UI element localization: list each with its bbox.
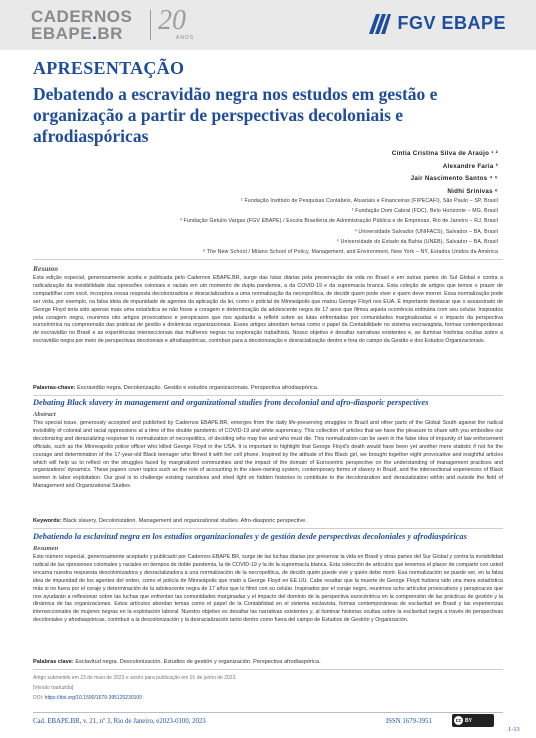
doi-label: DOI:: [33, 695, 44, 701]
journal-name-line1: CADERNOS: [31, 7, 133, 26]
keywords-value: Escravidão negra. Decolonização. Gestão e estudos organizacionais. Perspectiva afrodiaspórica.: [77, 385, 319, 391]
resumo-text: Esta edição especial, generosamente aceita e publicada pelo Cadernos EBAPE.BR, surge das lutas diárias pela preservação da vida no Brasil e em outras partes do Sul Global e contra a radicalização da invisibilidade das opressões coloniais e raciais em um momento de dupla pandemia, a da COVID-19 e da supremacia branca. Esta coleção de artigos que temos o prazer de compartilhar com você, incorpora nossa resposta decolonizadora e desracializadora a uma normalização da necropolítica, de decidir quem pode viver e quem deve morrer. Essa normalização pode ser vista, por exemplo, na falsa ideia de impunidade de agentes da aplicação da lei, como o policial de Minneápolis que matou George Floyd nos EUA. É importante destacar que o assassinato de George Floyd teria sido apenas mais uma estatística se não fosse a coragem e determinação da adolescente negra de 17 anos que filmou aquela ocorrência ordinária com seu celular. Inspirados pela coragem negra, reunimos oito artigos provocativos e perspicazes que nos ajudarão a refletir sobre as lutas enfrentadas por comunidades marginalizadas e o impacto da perspectiva eurocêntrica na compreensão das práticas de gestão e dinâmicas organizacionais. Esses artigos abordam temas como o papel da Contabilidade no sistema escravagista, formas contemporâneas de escravidão no Brasil e as experiências interseccionais das mulheres negras na exploração trabalhista. Nosso objetivo é desafiar narrativas existentes e, ao iluminar histórias ocultas sobre a escravidão negra por meio de perspectivas decoloniais e afrodiaspóricas, contribuir para a decolonização e desracialização dentro e fora do campo da Gestão e dos Estudos Organizacionais.: [33, 275, 503, 345]
english-title: Debating Black slavery in management and organizational studies from decolonial and afro-diasporic perspectives: [33, 398, 429, 407]
article-metadata: [33, 673, 237, 703]
publisher-logo[interactable]: [369, 13, 506, 34]
keywords-label: Keywords:: [33, 518, 62, 524]
affiliation-list: [180, 196, 498, 257]
anniversary-badge: [158, 5, 195, 41]
journal-logo[interactable]: [31, 8, 132, 42]
journal-name-line2: EBAPE.BR: [31, 24, 123, 43]
version-note: [Versão traduzida]: [33, 685, 74, 691]
affiliation: ¹ Fundação Instituto de Pesquisas Contábeis, Atuariais e Financeiras (FIPECAFI), São Paulo – SP, Brasil: [241, 198, 498, 204]
anniversary-label: ANOS: [176, 35, 195, 41]
journal-header: [0, 0, 536, 50]
author-name[interactable]: Alexandre Faria ³: [442, 162, 498, 170]
doi-link[interactable]: https://doi.org/10.1590/1679-395120230100: [44, 695, 142, 701]
submission-dates: Artigo submetido em 23 de maio de 2023 e aceito para publicação em 01 de junho de 2023.: [33, 675, 237, 681]
journal-citation: Cad. EBAPE.BR, v. 21, nº 3, Rio de Janeiro, e2023-0100, 2023: [33, 718, 206, 725]
article-title: Debatendo a escravidão negra nos estudos em gestão e organização a partir de perspectivas decoloniais e afrodiaspóricas: [33, 84, 438, 146]
abstract-heading: Abstract: [33, 411, 56, 418]
author-name[interactable]: Nidhi Srinivas ⁶: [447, 187, 498, 195]
divider: [33, 259, 503, 260]
page-number: 1-13: [508, 726, 520, 733]
resumo-heading: Resumo: [33, 264, 59, 273]
spanish-title: Debatiendo la esclavitud negra en los estudios organizacionales y de gestión desde perspectivas decoloniales y afrodiaspóricas: [33, 532, 467, 541]
author-name[interactable]: Cíntia Cristina Silva de Araújo ¹ ²: [391, 150, 498, 157]
affiliation: ⁵ Universidade do Estado da Bahia (UNEB), Salvador – BA, Brasil: [336, 238, 498, 245]
section-label: APRESENTAÇÃO: [33, 58, 185, 78]
divider: [33, 528, 503, 529]
footer-divider: [33, 712, 503, 713]
keywords-label: Palavras-chave:: [33, 385, 76, 391]
affiliation: ³ Fundação Getulio Vargas (FGV EBAPE) / Escola Brasileira de Administração Pública e de Empresas, Rio de Janeiro – RJ, Brasil: [180, 218, 498, 225]
affiliation: ² Fundação Dom Cabral (FDC), Belo Horizonte – MG, Brasil: [351, 208, 498, 215]
keywords-label: Palabras clave:: [33, 659, 74, 665]
resumen-text: Este número especial, generosamente aceptado y publicado por Cadernos EBAPE.BR, surge de las luchas diarias por preservar la vida en Brasil y otras partes del Sur Global y contra la invisibilidad radical de las opresiones coloniales y raciales en tiempos de doble pandemia, la de COVID-19 y la de la supremacía blanca. Esta colección de artículos que tenemos el placer de compartir con usted encarna nuestra respuesta descolonizadora y desracializadora a una normalización de la necropolítica, de decidir quién puede vivir y quién debe morir. Esa normalización se puede ver, en la falsa idea de impunidad de los agentes del orden, como el policía de Minneápolis que mató a George Floyd en EE.UU. Cabe resaltar que la muerte de George Floyd hubiera sido una mera estadística más si no fuera por el coraje y determinación de la adolescente negra de 17 años que lo filmó con su celular. Inspirados por el coraje negro, reunimos ocho artículos provocativos y perspicaces que nos ayudarán a reflexionar sobre las luchas que enfrentan las comunidades marginadas y el impacto del dominio de la perspectiva eurocéntrica en la comprensión de las prácticas de gestión y la dinámica de las organizaciones. Estos artículos abordan temas como el papel de la Contabilidad en el sistema esclavista, formas contemporáneas de esclavitud en Brasil y las experiencias interseccionales de mujeres negras en la explotación laboral. Nuestro objetivo es desafiar las narrativas existentes y, al iluminar historias ocultas sobre la esclavitud negra a través de perspectivas decoloniales y afrodiaspóricas, contribuir a la descolonización y la desracialización tanto dentro como fuera del campo de Estudios de Gestión y Organización.: [33, 554, 503, 624]
divider: [33, 669, 503, 670]
anniversary-number: 20: [158, 5, 186, 36]
affiliation: ⁴ Universidade Salvador (UNIFACS), Salvador – BA, Brasil: [354, 228, 498, 235]
resumen-heading: Resumen: [33, 545, 59, 552]
author-name[interactable]: Jair Nascimento Santos ⁴ ⁵: [410, 175, 498, 182]
affiliation: ⁶ The New School / Milano School of Policy, Management, and Environment, New York – NY, Estados Unidos da América: [202, 249, 498, 256]
logo-divider: [150, 10, 151, 40]
issn: ISSN 1679-3951: [386, 718, 432, 725]
resumo-keywords: [33, 385, 503, 391]
cc-by-icon[interactable]: cc BY: [452, 714, 494, 727]
doi-line: [33, 693, 237, 703]
publisher-name: FGV EBAPE: [397, 13, 506, 33]
divider: [33, 395, 503, 396]
fgv-emblem-icon: [369, 14, 391, 34]
resumen-keywords: [33, 659, 503, 665]
abstract-text: This special issue, generously accepted and published by Cadernos EBAPE.BR, emerges from the daily life-preserving struggles in Brazil and other parts of the Global South against the radical invisibility of colonial and racial oppressions at a time of the double pandemic of COVID-19 and white supremacy. This collection of articles that we have the pleasure to share with you embodies our decolonizing and deracializing response to normalization of necropolitics, of deciding who may live and who must die. This normalization can be seen in the false idea of impunity of law enforcement officials, such as the Minneapolis police officer who killed George Floyd in the USA. It is important to highlight that George Floyd's death would have been yet another mere statistic if not for the courage and determination of the 17-year-old Black teenager who filmed it with her cell phone. Inspired by the attitude of this Black girl, we brought together eight provocative and insightful articles which will help us to reflect on the struggles faced by marginalized communities and the impact of the domain of Eurocentric perspective on the understanding of management practices and organizations' dynamics. These papers cover topics such as the role of accounting in the slave-owning system, contemporary forms of slavery in Brazil, and the intersectional experiences of Black women in labor exploitation. Our goal is to challenge existing narratives and shed light on hidden histories to contribute to the decolonization and deracialization within and outside the field of Management and Organizational Studies.: [33, 420, 503, 490]
abstract-keywords: [33, 518, 503, 524]
keywords-value: Esclavitud negra. Descolonización. Estudios de gestión y organización. Perspectiva afrodiaspórica.: [75, 659, 321, 665]
keywords-value: Black slavery. Decolonization. Management and organizational studies. Afro-diasporic perspective.: [63, 518, 307, 524]
author-list: [392, 148, 498, 198]
